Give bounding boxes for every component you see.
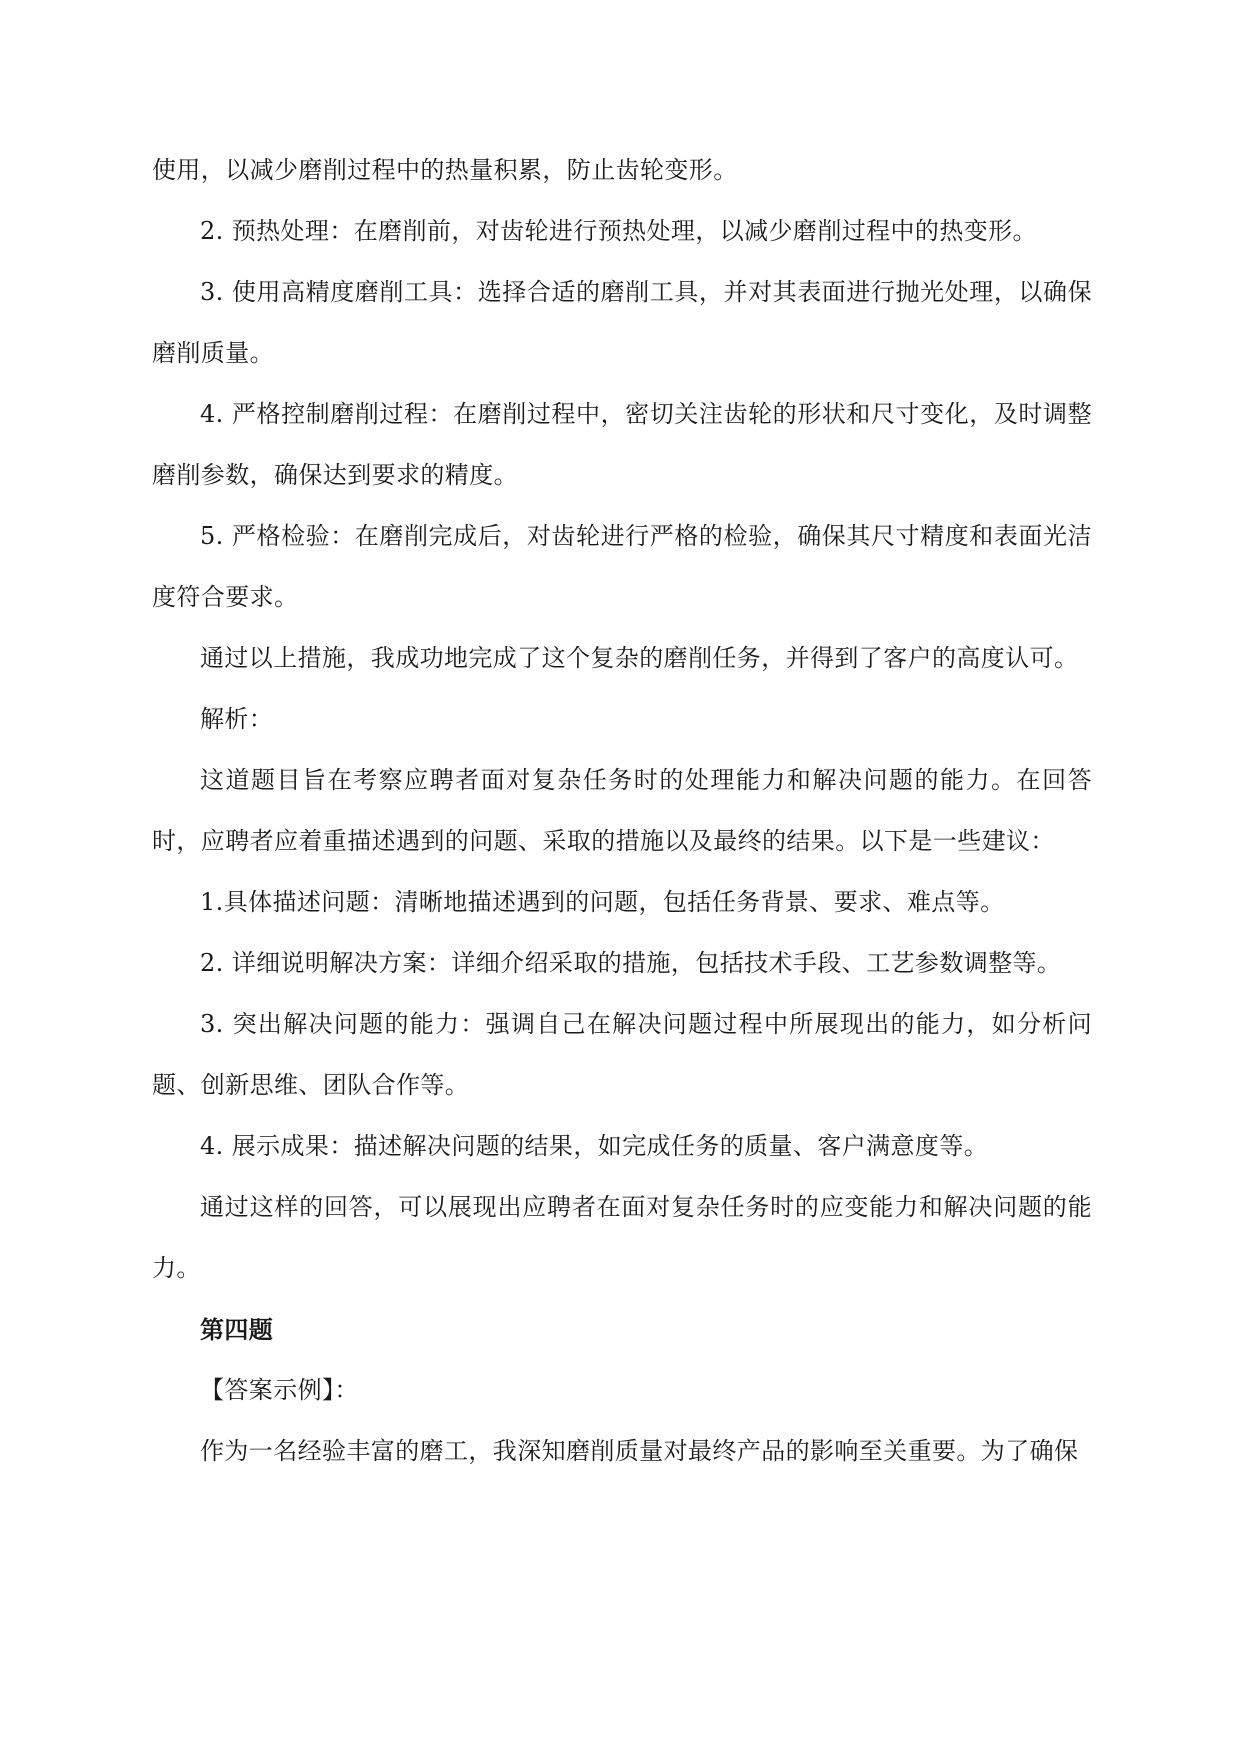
paragraph-summary: 通过这样的回答，可以展现出应聘者在面对复杂任务时的应变能力和解决问题的能力。 <box>152 1193 1092 1282</box>
paragraph-analysis: 这道题目旨在考察应聘者面对复杂任务时的处理能力和解决问题的能力。在回答时，应聘者应着重描述遇到的问题、采取的措施以及最终的结果。以下是一些建议： <box>152 766 1092 855</box>
suggestion-item-solution: 2. 详细说明解决方案：详细介绍采取的措施，包括技术手段、工艺参数调整等。 <box>200 949 1062 977</box>
document-body <box>152 140 1092 1482</box>
suggestion-item-results: 4. 展示成果：描述解决问题的结果，如完成任务的质量、客户满意度等。 <box>200 1132 989 1160</box>
answer-example-label: 【答案示例】： <box>200 1376 359 1404</box>
list-item-process-control: 4. 严格控制磨削过程：在磨削过程中，密切关注齿轮的形状和尺寸变化，及时调整磨削参数，确保达到要求的精度。 <box>152 400 1092 489</box>
list-item-precision-tools: 3. 使用高精度磨削工具：选择合适的磨削工具，并对其表面进行抛光处理，以确保磨削质量。 <box>152 278 1092 367</box>
section-heading: 第四题 <box>200 1315 274 1344</box>
paragraph-continuation: 使用，以减少磨削过程中的热量积累，防止齿轮变形。 <box>152 156 738 184</box>
suggestion-item-ability: 3. 突出解决问题的能力：强调自己在解决问题过程中所展现出的能力，如分析问题、创新思维、团队合作等。 <box>152 1010 1092 1099</box>
list-item-preheat: 2. 预热处理：在磨削前，对齿轮进行预热处理，以减少磨削过程中的热变形。 <box>200 217 1037 245</box>
paragraph-answer: 作为一名经验丰富的磨工，我深知磨削质量对最终产品的影响至关重要。为了确保 <box>200 1437 1079 1465</box>
suggestion-item-describe: 1.具体描述问题：清晰地描述遇到的问题，包括任务背景、要求、难点等。 <box>200 888 1005 916</box>
list-item-inspection: 5. 严格检验：在磨削完成后，对齿轮进行严格的检验，确保其尺寸精度和表面光洁度符合要求。 <box>152 522 1092 611</box>
paragraph-conclusion: 通过以上措施，我成功地完成了这个复杂的磨削任务，并得到了客户的高度认可。 <box>200 644 1079 672</box>
analysis-heading: 解析： <box>200 705 274 733</box>
